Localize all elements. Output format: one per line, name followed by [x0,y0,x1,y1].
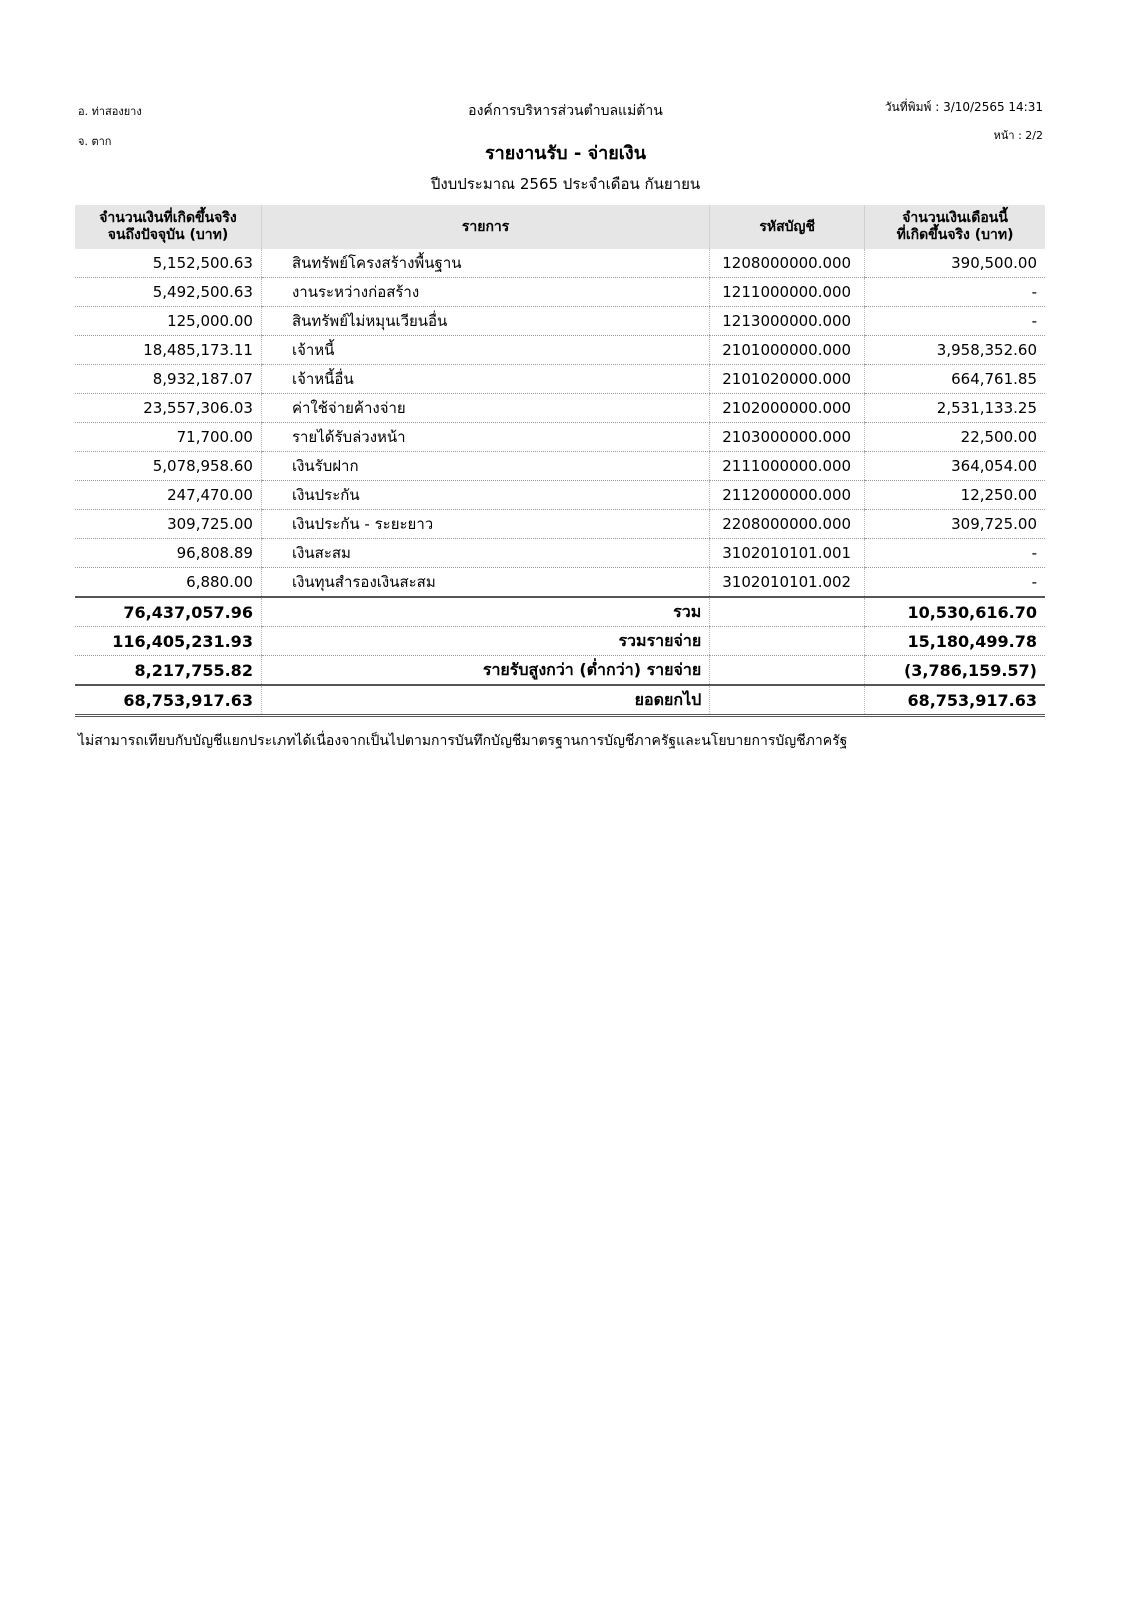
month-cell: 12,250.00 [865,481,1045,510]
district-label: อ. ท่าสองยาง [78,105,142,118]
ytd-cell: 18,485,173.11 [75,336,261,365]
summary-label: ยอดยกไป [261,685,709,716]
col-header-month: จำนวนเงินเดือนนี้ ที่เกิดขึ้นจริง (บาท) [865,205,1045,249]
code-cell: 1213000000.000 [710,307,865,336]
month-total: 10,530,616.70 [865,597,1045,627]
table-row [75,539,1045,568]
table-row [75,394,1045,423]
month-cell: 309,725.00 [865,510,1045,539]
ytd-cell: 5,078,958.60 [75,452,261,481]
table-row [75,365,1045,394]
code-cell: 2208000000.000 [710,510,865,539]
table-row [75,568,1045,598]
item-cell: เจ้าหนี้ [261,336,709,365]
summary-code-empty [710,685,865,716]
code-cell: 1211000000.000 [710,278,865,307]
code-cell: 2103000000.000 [710,423,865,452]
summary-row-carried-forward [75,685,1045,716]
organization-name: องค์การบริหารส่วนตำบลแม่ต้าน [468,103,663,119]
ytd-cell: 125,000.00 [75,307,261,336]
month-cell: 664,761.85 [865,365,1045,394]
summary-label: รายรับสูงกว่า (ต่ำกว่า) รายจ่าย [261,656,709,686]
item-cell: เงินรับฝาก [261,452,709,481]
month-cell: 390,500.00 [865,249,1045,278]
item-cell: ค่าใช้จ่ายค้างจ่าย [261,394,709,423]
item-cell: เงินสะสม [261,539,709,568]
month-cell: - [865,539,1045,568]
code-cell: 2102000000.000 [710,394,865,423]
month-total: (3,786,159.57) [865,656,1045,686]
ytd-cell: 8,932,187.07 [75,365,261,394]
summary-code-empty [710,656,865,686]
province-label: จ. ตาก [78,135,112,148]
ytd-cell: 71,700.00 [75,423,261,452]
ytd-cell: 309,725.00 [75,510,261,539]
ytd-total: 76,437,057.96 [75,597,261,627]
item-cell: งานระหว่างก่อสร้าง [261,278,709,307]
month-cell: 3,958,352.60 [865,336,1045,365]
ytd-cell: 247,470.00 [75,481,261,510]
code-cell: 1208000000.000 [710,249,865,278]
code-cell: 3102010101.001 [710,539,865,568]
item-cell: เจ้าหนี้อื่น [261,365,709,394]
month-total: 68,753,917.63 [865,685,1045,716]
table-row [75,278,1045,307]
summary-row-expenditure [75,627,1045,656]
month-cell: 22,500.00 [865,423,1045,452]
item-cell: สินทรัพย์โครงสร้างพื้นฐาน [261,249,709,278]
table-row [75,249,1045,278]
summary-label: รวม [261,597,709,627]
month-cell: - [865,307,1045,336]
table-row [75,307,1045,336]
report-title: รายงานรับ - จ่ายเงิน [484,143,647,164]
ytd-cell: 5,152,500.63 [75,249,261,278]
table-row [75,452,1045,481]
ytd-total: 116,405,231.93 [75,627,261,656]
ytd-cell: 5,492,500.63 [75,278,261,307]
col-header-code: รหัสบัญชี [710,205,865,249]
month-cell: - [865,278,1045,307]
item-cell: รายได้รับล่วงหน้า [261,423,709,452]
summary-code-empty [710,597,865,627]
table-row [75,510,1045,539]
footnote: ไม่สามารถเทียบกับบัญชีแยกประเภทได้เนื่องจากเป็นไปตามการบันทึกบัญชีมาตรฐานการบัญชีภาครัฐและนโยบายการบัญชีภาครัฐ [78,733,848,749]
ytd-cell: 23,557,306.03 [75,394,261,423]
table-row [75,481,1045,510]
ytd-cell: 96,808.89 [75,539,261,568]
code-cell: 2111000000.000 [710,452,865,481]
item-cell: สินทรัพย์ไม่หมุนเวียนอื่น [261,307,709,336]
summary-row-total [75,597,1045,627]
col-header-ytd: จำนวนเงินที่เกิดขึ้นจริง จนถึงปัจจุบัน (บาท) [75,205,261,249]
receipt-payment-table [75,205,1045,717]
month-cell: 2,531,133.25 [865,394,1045,423]
report-subtitle: ปีงบประมาณ 2565 ประจำเดือน กันยายน [430,175,701,193]
col-header-item: รายการ [261,205,709,249]
item-cell: เงินทุนสำรองเงินสะสม [261,568,709,598]
summary-row-surplus [75,656,1045,686]
ytd-total: 8,217,755.82 [75,656,261,686]
month-total: 15,180,499.78 [865,627,1045,656]
month-cell: 364,054.00 [865,452,1045,481]
print-date: วันที่พิมพ์ : 3/10/2565 14:31 [884,100,1043,114]
table-header-row [75,205,1045,249]
ytd-total: 68,753,917.63 [75,685,261,716]
summary-code-empty [710,627,865,656]
page-number: หน้า : 2/2 [993,129,1043,142]
code-cell: 3102010101.002 [710,568,865,598]
item-cell: เงินประกัน - ระยะยาว [261,510,709,539]
table-row [75,423,1045,452]
table-row [75,336,1045,365]
ytd-cell: 6,880.00 [75,568,261,598]
code-cell: 2101020000.000 [710,365,865,394]
item-cell: เงินประกัน [261,481,709,510]
summary-label: รวมรายจ่าย [261,627,709,656]
code-cell: 2112000000.000 [710,481,865,510]
month-cell: - [865,568,1045,598]
code-cell: 2101000000.000 [710,336,865,365]
